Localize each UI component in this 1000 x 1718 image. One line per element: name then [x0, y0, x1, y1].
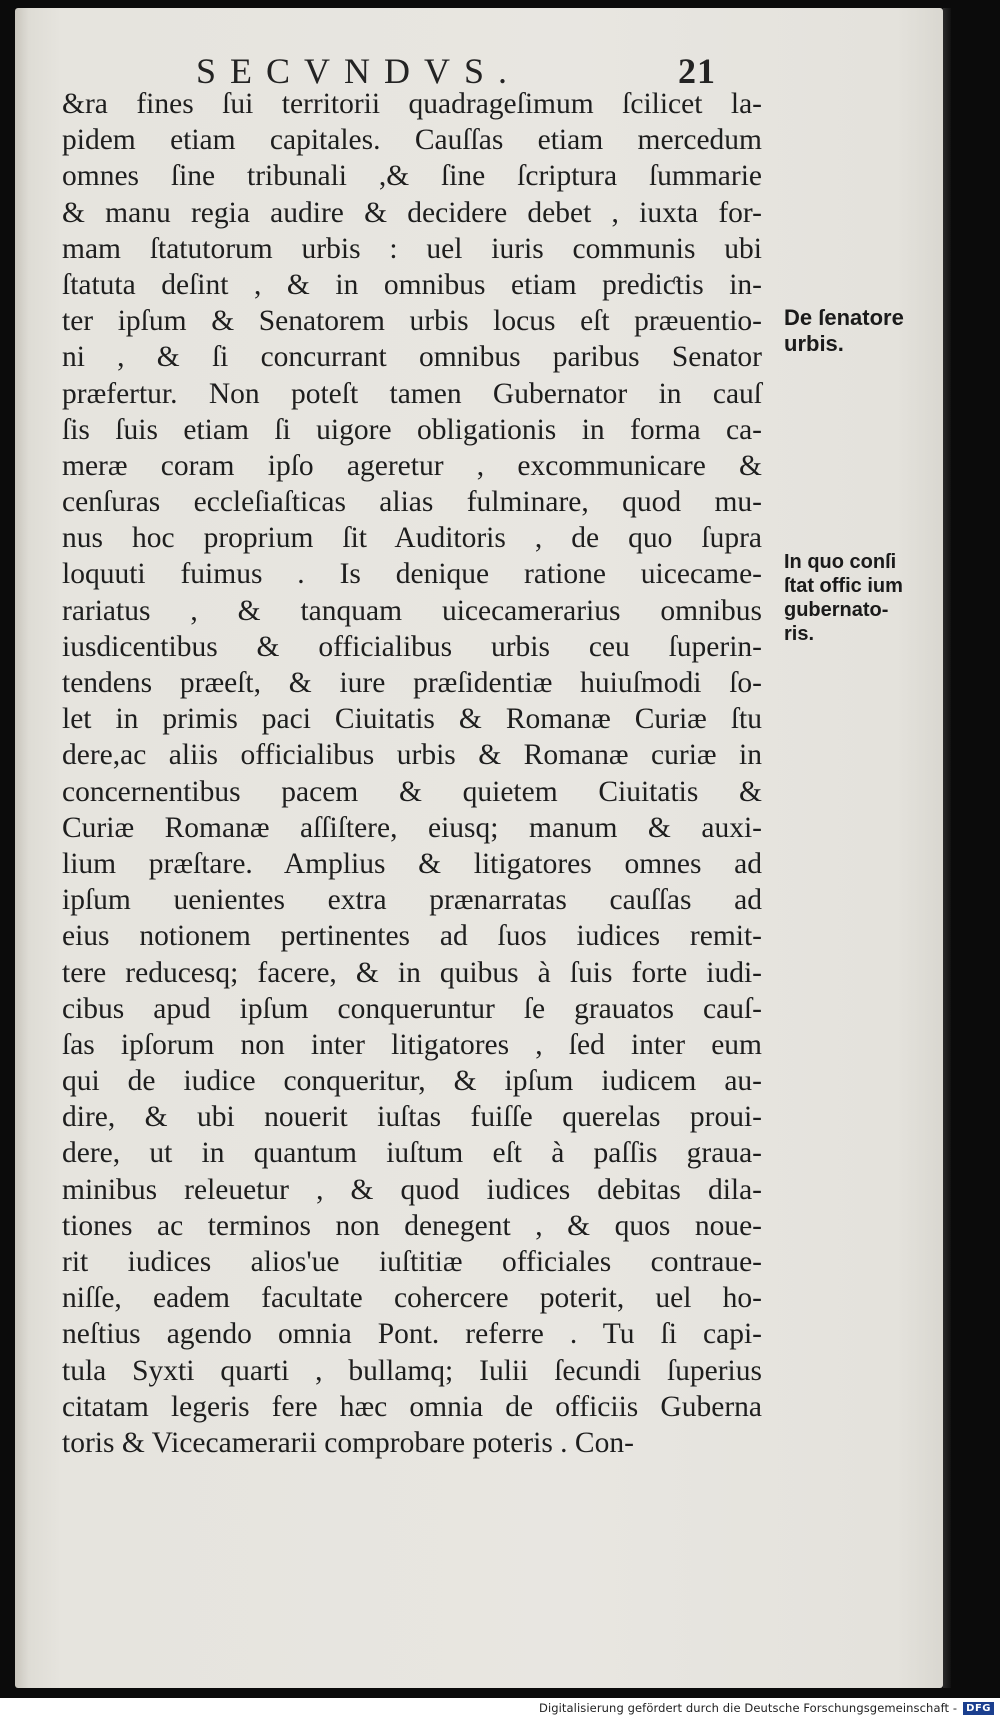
marginal-note-line: urbis. [784, 331, 844, 356]
text-line: iusdicentibus & officialibus urbis ceu ſuperin- [62, 630, 762, 663]
text-line: neſtius agendo omnia Pont. referre . Tu ſi capi- [62, 1318, 762, 1351]
text-line: minibus releuetur , & quod iudices debitas dila- [62, 1173, 762, 1206]
marginal-note-senator [784, 305, 944, 357]
text-line: loquuti fuimus . Is denique ratione uicecame- [62, 558, 762, 591]
text-line: cibus apud ipſum conqueruntur ſe grauatos cauſ- [62, 992, 762, 1025]
marginal-note-line: De ſenatore [784, 305, 904, 330]
text-line: dere,ac aliis officialibus urbis & Romanæ curiæ in [62, 739, 762, 772]
text-line: citatam legeris fere hæc omnia de officiis Guberna [62, 1390, 762, 1423]
marginal-note-line: gubernato- [784, 599, 889, 621]
marginal-note-line: ſtat offic ium [784, 575, 903, 597]
text-line: eius notionem pertinentes ad ſuos iudices remit- [62, 920, 762, 953]
text-line: concernentibus pacem & quietem Ciuitatis & [62, 775, 762, 808]
text-line: nus hoc proprium ſit Auditoris , de quo ſupra [62, 522, 762, 555]
digitization-footer [0, 1698, 1000, 1718]
text-line: tiones ac terminos non denegent , & quos noue- [62, 1209, 762, 1242]
text-line: Curiæ Romanæ aſſiſtere, eiusq; manum & auxi- [62, 811, 762, 844]
text-line: & manu regia audire & decidere debet , iuxta for- [62, 196, 762, 229]
text-line: tere reducesq; facere, & in quibus à ſuis forte iudi- [62, 956, 762, 989]
text-line: ni , & ſi concurrant omnibus paribus Senator [62, 341, 762, 374]
page-edge [943, 8, 951, 1688]
footer-credit: Digitalisierung gefördert durch die Deutsche Forschungsgemeinschaft - [538, 1701, 958, 1715]
text-line: qui de iudice conqueritur, & ipſum iudicem au- [62, 1065, 762, 1098]
text-line: rariatus , & tanquam uicecamerarius omnibus [62, 594, 762, 627]
page-number: 21 [678, 51, 716, 91]
text-line: ter ipſum & Senatorem urbis locus eſt præuentio- [62, 305, 762, 338]
text-line: ſtatuta deſint , & in omnibus etiam prediƈtis in- [62, 268, 762, 301]
text-line: dire, & ubi nouerit iuſtas fuiſſe querelas proui- [62, 1101, 762, 1134]
text-line: mam ſtatutorum urbis : uel iuris communis ubi [62, 232, 762, 265]
text-line: let in primis paci Ciuitatis & Romanæ Curiæ ſtu [62, 703, 762, 736]
text-line: cenſuras eccleſiaſticas alias fulminare, quod mu- [62, 486, 762, 519]
text-line: tula Syxti quarti , bullamq; Iulii ſecundi ſuperius [62, 1354, 762, 1387]
text-line: pidem etiam capitales. Cauſſas etiam mercedum [62, 124, 762, 157]
running-head: SECVNDVS. [196, 51, 522, 91]
text-line: ipſum uenientes extra prænarratas cauſſas ad [62, 884, 762, 917]
text-line: præfertur. Non poteſt tamen Gubernator in cauſ [62, 377, 762, 410]
text-line: toris & Vicecamerarii comprobare poteris . Con- [62, 1426, 634, 1459]
dfg-logo: DFG [963, 1702, 994, 1715]
marginal-note-office [784, 550, 944, 646]
text-line: meræ coram ipſo ageretur , excommunicare & [62, 449, 762, 482]
text-line: omnes ſine tribunali ,& ſine ſcriptura ſummarie [62, 160, 762, 193]
text-line: ſas ipſorum non inter litigatores , ſed inter eum [62, 1028, 762, 1061]
text-line: ſis ſuis etiam ſi uigore obligationis in forma ca- [62, 413, 762, 446]
text-line: &ra fines ſui territorii quadrageſimum ſcilicet la- [62, 88, 762, 120]
text-line: rit iudices alios'ue iuſtitiæ officiales contraue- [62, 1246, 762, 1278]
text-line: lium præſtare. Amplius & litigatores omnes ad [62, 847, 762, 880]
text-line: dere, ut in quantum iuſtum eſt à paſſis graua- [62, 1137, 762, 1170]
body-text [62, 86, 762, 1461]
marginal-note-line: In quo conſi [784, 551, 897, 573]
text-line: niſſe, eadem facultate cohercere poterit, uel ho- [62, 1282, 762, 1315]
text-line: tendens præeſt, & iure præſidentiæ huiuſmodi ſo- [62, 667, 762, 699]
marginal-note-line: ris. [784, 623, 815, 645]
